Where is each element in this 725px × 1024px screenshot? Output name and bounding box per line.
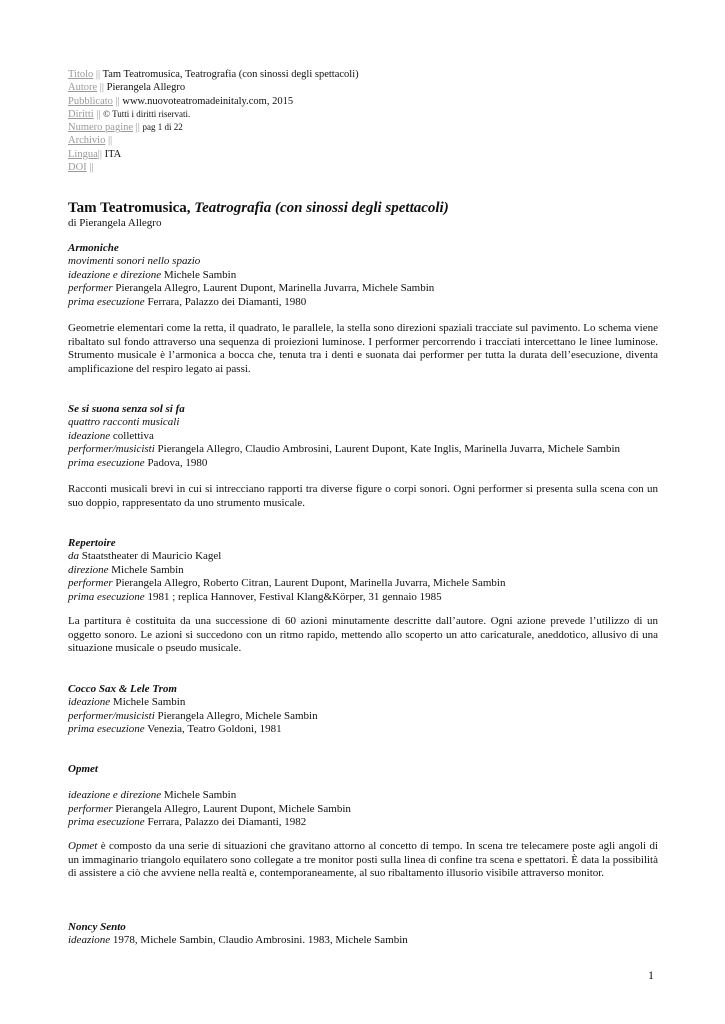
- show-description: La partitura è costituita da una successione di 60 azioni minutamente descritte dall’autore. Ogni azione prevede l’utilizzo di un oggetto sonoro. Le azioni si succedono con un ritmo rapido, mettendo allo scoperto un atto caricaturale, aneddotico, allusivo di una situazione musicale o pseudo musicale.: [68, 615, 658, 655]
- show-credit: ideazione collettiva: [68, 429, 154, 442]
- show-credit: prima esecuzione Ferrara, Palazzo dei Diamanti, 1980: [68, 295, 307, 308]
- titolo-link[interactable]: Titolo: [68, 69, 94, 80]
- show-credit: prima esecuzione 1981 ; replica Hannover, Festival Klang&Körper, 31 gennaio 1985: [68, 590, 442, 603]
- meta-pagine: Numero pagine || pag 1 di 22: [68, 122, 183, 134]
- show-credit: prima esecuzione Venezia, Teatro Goldoni, 1981: [68, 723, 282, 736]
- show-credit: prima esecuzione Ferrara, Palazzo dei Diamanti, 1982: [68, 816, 307, 829]
- metadata-block: [68, 68, 359, 174]
- show-description: Geometrie elementari come la retta, il quadrato, le parallele, la stella sono direzioni spaziali tracciate sul pavimento. Lo schema viene ribaltato sul fondo attraverso una sequenza di proiezioni luminose. I performer percorrendo i tracciati intercettano le linee luminose. Strumento musicale è l’armonica a bocca che, tenuta tra i denti e suonata dai performer per tutta la durata dell’esecuzione, diventa amplificazione del respiro legato ai passi.: [68, 322, 658, 375]
- show-subtitle: quattro racconti musicali: [68, 416, 180, 429]
- show-description: Racconti musicali brevi in cui si intrecciano rapporti tra diverse figure o corpi sonori. Ogni performer si presenta sulla scena con un suo doppio, rappresentato da uno strumento musicale.: [68, 483, 658, 509]
- show-credit: performer Pierangela Allegro, Laurent Dupont, Marinella Juvarra, Michele Sambin: [68, 282, 435, 295]
- show-credit: performer Pierangela Allegro, Laurent Dupont, Michele Sambin: [68, 802, 351, 815]
- show-repertoire: [68, 537, 658, 604]
- show-credit: ideazione e direzione Michele Sambin: [68, 268, 237, 281]
- show-title: Armoniche: [68, 242, 119, 254]
- lingua-link[interactable]: Lingua: [68, 148, 98, 160]
- show-cocco-sax: [68, 683, 658, 737]
- show-credit: performer/musicisti Pierangela Allegro, Michele Sambin: [68, 709, 318, 722]
- meta-autore: Autore || Pierangela Allegro: [68, 82, 186, 94]
- meta-pubblicato: Pubblicato || www.nuovoteatromadeinitaly.com, 2015: [68, 95, 294, 107]
- show-credit: da Staatstheater di Mauricio Kagel: [68, 550, 222, 563]
- show-opmet: [68, 763, 658, 830]
- show-title: Repertoire: [68, 537, 116, 549]
- pagine-link[interactable]: Numero pagine: [68, 122, 134, 134]
- meta-titolo: Titolo || Tam Teatromusica, Teatrografia (con sinossi degli spettacoli): [68, 69, 359, 80]
- show-title: Se si suona senza sol si fa: [68, 403, 185, 415]
- show-credit: ideazione Michele Sambin: [68, 696, 186, 709]
- show-credit: ideazione 1978, Michele Sambin, Claudio Ambrosini. 1983, Michele Sambin: [68, 934, 408, 947]
- meta-archivio: Archivio ||: [68, 135, 113, 147]
- meta-lingua: Lingua|| ITA: [68, 148, 122, 160]
- meta-doi: DOI ||: [68, 162, 94, 174]
- show-title: Opmet: [68, 763, 98, 775]
- meta-diritti: Diritti || © Tutti i diritti riservati.: [68, 108, 191, 120]
- show-description: Opmet è composto da una serie di situazioni che gravitano attorno al concetto di tempo. In scena tre telecamere poste agli angoli di un immaginario triangolo equilatero sono collegate a tre monitor posti sulla linea di confine tra scena e spettatori. È data la possibilità di assistere a ciò che avviene nella realtà e, contemporaneamente, al suo ribaltamento illusorio visibile attraverso monitor.: [68, 840, 658, 880]
- autore-link[interactable]: Autore: [68, 82, 98, 94]
- document-byline: di Pierangela Allegro: [68, 217, 162, 229]
- show-armoniche: [68, 242, 658, 309]
- show-noncy-sento: [68, 921, 658, 948]
- diritti-link[interactable]: Diritti: [68, 108, 94, 120]
- show-subtitle: movimenti sonori nello spazio: [68, 255, 201, 268]
- doi-link[interactable]: DOI: [68, 162, 87, 174]
- show-credit: direzione Michele Sambin: [68, 563, 184, 576]
- pubblicato-link[interactable]: Pubblicato: [68, 95, 113, 107]
- show-credit: ideazione e direzione Michele Sambin: [68, 789, 237, 802]
- page-number: 1: [648, 968, 654, 982]
- show-title: Noncy Sento: [68, 921, 126, 933]
- show-title: Cocco Sax & Lele Trom: [68, 683, 177, 695]
- document-title: Tam Teatromusica, Teatrografia (con sinossi degli spettacoli): [68, 200, 449, 216]
- show-se-si-suona: [68, 403, 658, 470]
- show-credit: prima esecuzione Padova, 1980: [68, 456, 208, 469]
- show-credit: performer Pierangela Allegro, Roberto Citran, Laurent Dupont, Marinella Juvarra, Michele Sambin: [68, 577, 506, 590]
- archivio-link[interactable]: Archivio: [68, 135, 106, 147]
- show-credit: performer/musicisti Pierangela Allegro, Claudio Ambrosini, Laurent Dupont, Kate Inglis, Marinella Juvarra, Michele Sambin: [68, 443, 621, 456]
